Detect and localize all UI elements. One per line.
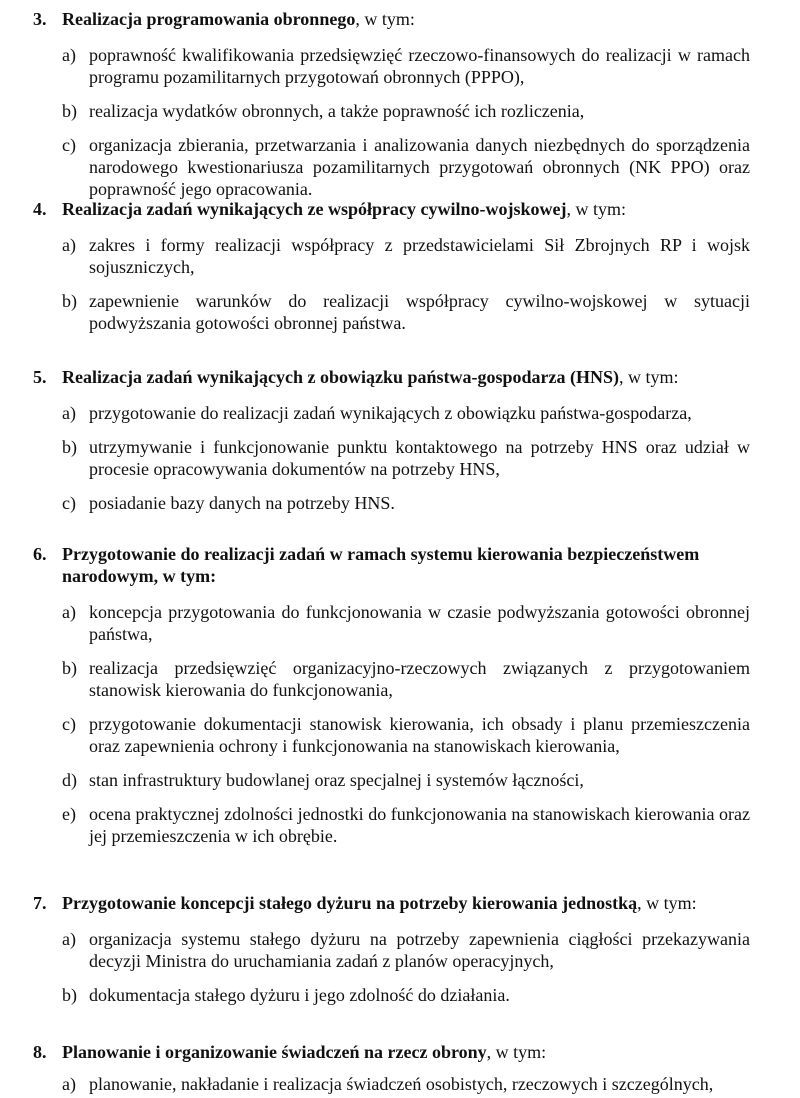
section-heading (0, 892, 800, 914)
item-letter: d) (62, 770, 77, 790)
item-letter: b) (62, 985, 77, 1005)
section-suffix: , w tym: (619, 367, 679, 387)
item-letter: c) (62, 135, 76, 155)
item-letter: a) (62, 45, 76, 65)
section-6 (0, 543, 800, 847)
item-letter: a) (62, 403, 76, 423)
section-heading (0, 198, 800, 220)
section-suffix: , w tym: (637, 893, 697, 913)
item-letter: b) (62, 291, 77, 311)
section-number: 6. (33, 544, 47, 564)
list-item (0, 436, 800, 480)
item-letter: a) (62, 235, 76, 255)
item-letter: b) (62, 658, 77, 678)
item-text: planowanie, nakładanie i realizacja świadczeń osobistych, rzeczowych i szczególnych, (89, 1074, 714, 1094)
list-item (0, 234, 800, 278)
section-5 (0, 366, 800, 514)
section-heading (0, 8, 800, 30)
list-item (0, 44, 800, 88)
list-item (0, 769, 800, 791)
item-text: organizacja zbierania, przetwarzania i analizowania danych niezbędnych do sporządzenia narodowego kwestionariusza pozamilitarnych przygotowań obronnych (NK PPO) oraz poprawność jego opracowania. (89, 135, 750, 199)
item-text: stan infrastruktury budowlanej oraz specjalnej i systemów łączności, (89, 770, 584, 790)
item-letter: a) (62, 929, 76, 949)
section-3 (0, 8, 800, 200)
list-item (0, 1073, 800, 1095)
item-letter: b) (62, 101, 77, 121)
item-text: przygotowanie dokumentacji stanowisk kierowania, ich obsady i planu przemieszczenia oraz zapewnienia ochrony i funkcjonowania na stanowiskach kierowania, (89, 714, 750, 756)
section-title: Realizacja programowania obronnego (62, 9, 356, 29)
item-text: zakres i formy realizacji współpracy z przedstawicielami Sił Zbrojnych RP i wojsk sojuszniczych, (89, 235, 750, 277)
item-letter: c) (62, 493, 76, 513)
section-number: 7. (33, 893, 47, 913)
list-item (0, 492, 800, 514)
section-title: Planowanie i organizowanie świadczeń na rzecz obrony (62, 1042, 487, 1062)
item-letter: b) (62, 437, 77, 457)
section-title: Przygotowanie do realizacji zadań w ramach systemu kierowania bezpieczeństwem narodowym, w tym: (62, 544, 700, 586)
section-suffix: , w tym: (355, 9, 415, 29)
section-suffix: , w tym: (486, 1042, 547, 1062)
item-letter: e) (62, 804, 76, 824)
list-item (0, 803, 800, 847)
item-text: przygotowanie do realizacji zadań wynikających z obowiązku państwa-gospodarza, (89, 403, 692, 423)
list-item (0, 402, 800, 424)
item-text: zapewnienie warunków do realizacji współpracy cywilno-wojskowej w sytuacji podwyższania gotowości obronnej państwa. (89, 291, 750, 333)
section-8 (0, 1041, 800, 1095)
item-text: poprawność kwalifikowania przedsięwzięć rzeczowo-finansowych do realizacji w ramach programu pozamilitarnych przygotowań obronnych (PPPO), (89, 45, 750, 87)
list-item (0, 100, 800, 122)
item-text: realizacja przedsięwzięć organizacyjno-rzeczowych związanych z przygotowaniem stanowisk kierowania do funkcjonowania, (89, 658, 750, 700)
section-number: 5. (33, 367, 47, 387)
item-text: realizacja wydatków obronnych, a także poprawność ich rozliczenia, (89, 101, 585, 121)
item-letter: c) (62, 714, 76, 734)
item-letter: a) (62, 602, 76, 622)
item-letter: a) (62, 1074, 76, 1094)
section-suffix: , w tym: (566, 199, 626, 219)
section-heading (0, 543, 800, 587)
list-item (0, 134, 800, 200)
list-item (0, 984, 800, 1006)
section-title: Realizacja zadań wynikających z obowiązku państwa-gospodarza (HNS) (62, 367, 620, 387)
list-item (0, 928, 800, 972)
section-heading (0, 366, 800, 388)
list-item (0, 290, 800, 334)
list-item (0, 657, 800, 701)
section-4 (0, 198, 800, 334)
item-text: organizacja systemu stałego dyżuru na potrzeby zapewnienia ciągłości przekazywania decyzji Ministra do uruchamiania zadań z planów operacyjnych, (89, 929, 750, 971)
item-text: posiadanie bazy danych na potrzeby HNS. (89, 493, 395, 513)
list-item (0, 713, 800, 757)
section-number: 4. (33, 199, 47, 219)
section-number: 8. (33, 1042, 47, 1062)
section-title: Przygotowanie koncepcji stałego dyżuru na potrzeby kierowania jednostką (62, 893, 638, 913)
item-text: koncepcja przygotowania do funkcjonowania w czasie podwyższania gotowości obronnej państwa, (89, 602, 750, 644)
item-text: dokumentacja stałego dyżuru i jego zdolność do działania. (89, 985, 510, 1005)
item-text: utrzymywanie i funkcjonowanie punktu kontaktowego na potrzeby HNS oraz udział w procesie opracowywania dokumentów na potrzeby HNS, (89, 437, 750, 479)
list-item (0, 601, 800, 645)
section-number: 3. (33, 9, 47, 29)
section-title: Realizacja zadań wynikających ze współpracy cywilno-wojskowej (62, 199, 567, 219)
section-heading (0, 1041, 800, 1063)
item-text: ocena praktycznej zdolności jednostki do funkcjonowania na stanowiskach kierowania oraz jej przemieszczenia w ich obrębie. (89, 804, 750, 846)
section-7 (0, 892, 800, 1006)
